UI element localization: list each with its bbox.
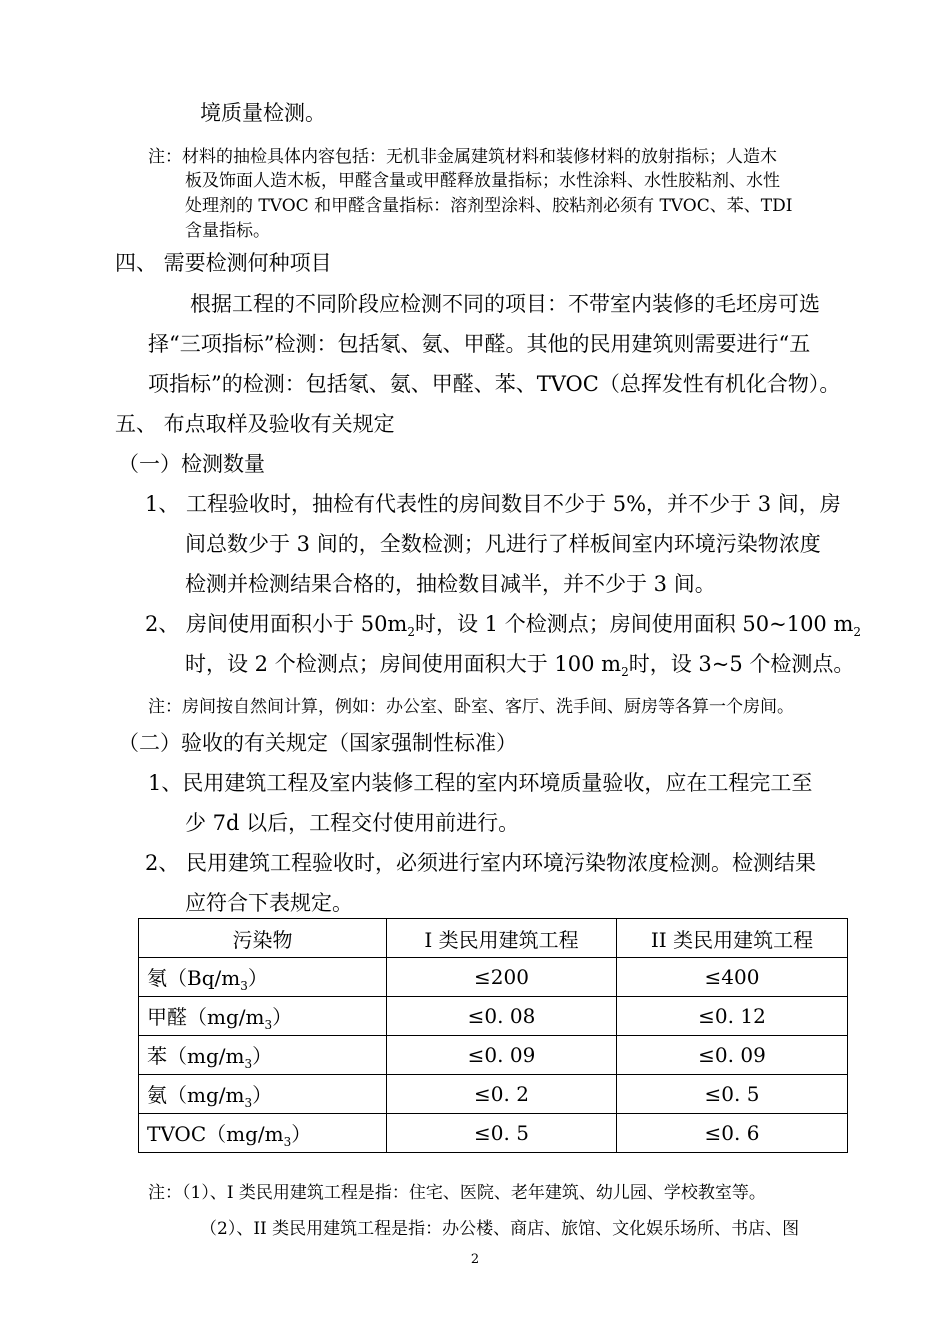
pollutant-cell: 甲醛$(mg/m_3)$ [139, 997, 387, 1036]
class1-limit-cell: ≤0. 08 [387, 997, 617, 1036]
pollutant-cell: 氡$(Bq/m_3)$ [139, 958, 387, 997]
text-line: 项指标”的检测：包括氡、氨、甲醛、苯、TVOC（总挥发性有机化合物）。 [148, 372, 841, 396]
header-cell: 污染物 [139, 919, 387, 958]
text-line: 间总数少于 3 间的，全数检测；凡进行了样板间室内环境污染物浓度 [185, 532, 821, 556]
class1-limit-cell: ≤200 [387, 958, 617, 997]
class2-limit-cell: ≤0. 5 [617, 1075, 848, 1114]
subsection-heading: （一）检测数量 [118, 452, 265, 476]
class1-limit-cell: ≤0. 5 [387, 1114, 617, 1153]
text-line: 检测并检测结果合格的，抽检数目减半，并不少于 3 间。 [185, 572, 716, 596]
section-heading: 五、 布点取样及验收有关规定 [115, 412, 395, 436]
class1-limit-cell: ≤0. 09 [387, 1036, 617, 1075]
table-row [139, 1114, 848, 1153]
header-cell: I 类民用建筑工程 [387, 919, 617, 958]
note-line: 注：材料的抽检具体内容包括：无机非金属建筑材料和装修材料的放射指标；人造木 [148, 147, 777, 167]
text-line: 境质量检测。 [200, 101, 326, 125]
table-header-row [139, 919, 848, 958]
table-row [139, 958, 848, 997]
pollutant-limits-table [138, 918, 848, 1153]
pollutant-cell: $TVOC(mg/m_3)$ [139, 1114, 387, 1153]
header-cell: II 类民用建筑工程 [617, 919, 848, 958]
list-item: 2、 民用建筑工程验收时，必须进行室内环境污染物浓度检测。检测结果 [145, 851, 817, 875]
note-line: 处理剂的 TVOC 和甲醛含量指标：溶剂型涂料、胶粘剂必须有 TVOC、苯、TDI [185, 196, 793, 216]
subsection-heading: （二）验收的有关规定（国家强制性标准） [118, 731, 517, 755]
table-row [139, 1036, 848, 1075]
class2-limit-cell: ≤0. 6 [617, 1114, 848, 1153]
list-item: 1、 工程验收时，抽检有代表性的房间数目不少于 5%，并不少于 3 间，房 [145, 492, 841, 516]
class2-limit-cell: ≤400 [617, 958, 848, 997]
note-line: 含量指标。 [185, 221, 270, 241]
class2-limit-cell: ≤0. 09 [617, 1036, 848, 1075]
text-line: 时，设 2 个检测点；房间使用面积大于 100 $m_2$时，设 3~5 个检测点。 [185, 652, 855, 680]
note-line: 注：（1）、I 类民用建筑工程是指：住宅、医院、老年建筑、幼儿园、学校教室等。 [148, 1183, 766, 1203]
text-line: 择“三项指标”检测：包括氡、氨、甲醛。其他的民用建筑则需要进行“五 [148, 332, 811, 356]
section-heading: 四、 需要检测何种项目 [115, 251, 332, 275]
pollutant-cell: 氨$(mg/m_3)$ [139, 1075, 387, 1114]
list-item: 2、 房间使用面积小于 $50m_2$时，设 1 个检测点；房间使用面积 50~100 $m_2$ [145, 612, 862, 640]
note-line: 注：房间按自然间计算，例如：办公室、卧室、客厅、洗手间、厨房等各算一个房间。 [148, 697, 794, 717]
table-row [139, 1075, 848, 1114]
pollutant-cell: 苯$(mg/m_3)$ [139, 1036, 387, 1075]
page-number: 2 [470, 1252, 480, 1267]
note-line: 板及饰面人造木板，甲醛含量或甲醛释放量指标；水性涂料、水性胶粘剂、水性 [185, 171, 780, 191]
text-line: 根据工程的不同阶段应检测不同的项目：不带室内装修的毛坯房可选 [190, 292, 820, 316]
note-line: （2）、II 类民用建筑工程是指：办公楼、商店、旅馆、文化娱乐场所、书店、图 [200, 1219, 800, 1239]
list-item: 1、民用建筑工程及室内装修工程的室内环境质量验收，应在工程完工至 [148, 771, 813, 795]
class1-limit-cell: ≤0. 2 [387, 1075, 617, 1114]
table-row [139, 997, 848, 1036]
class2-limit-cell: ≤0. 12 [617, 997, 848, 1036]
text-line: 应符合下表规定。 [185, 891, 353, 915]
text-line: 少 7d 以后，工程交付使用前进行。 [185, 811, 520, 835]
